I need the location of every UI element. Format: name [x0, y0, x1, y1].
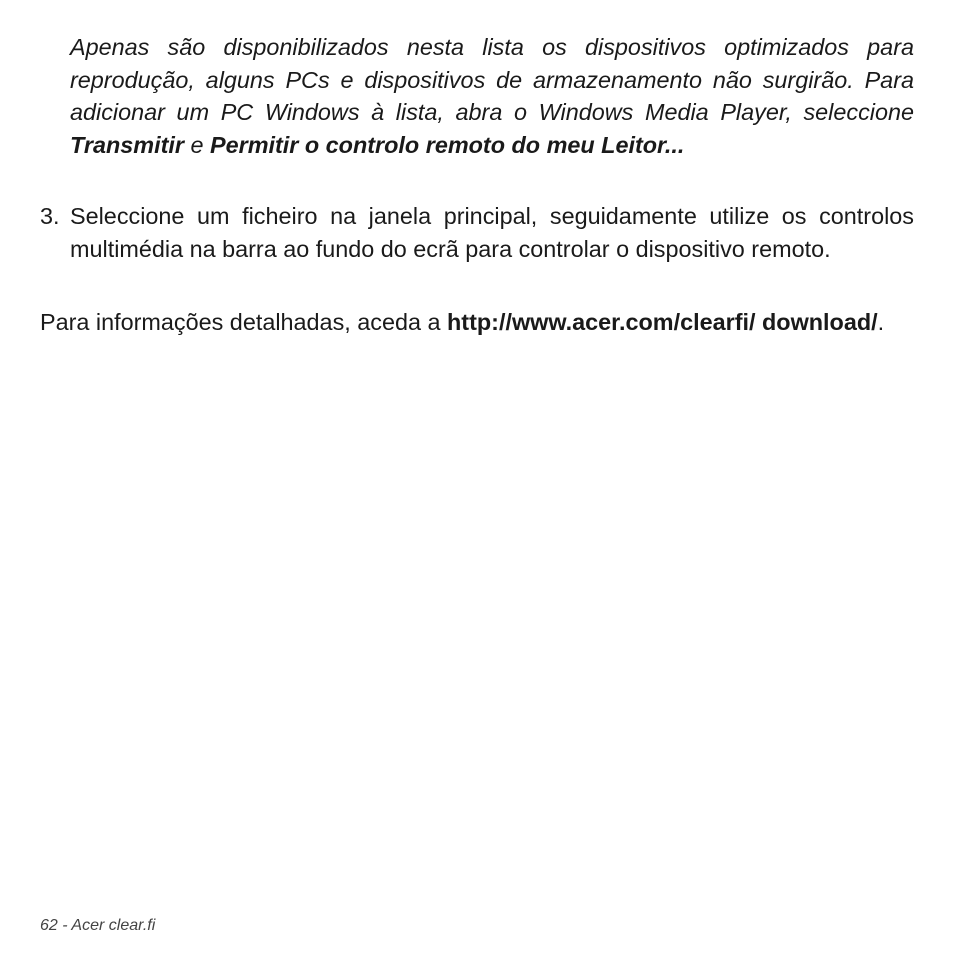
transmitir-label: Transmitir: [70, 131, 184, 158]
step-number: 3.: [40, 203, 60, 229]
info-end: .: [877, 309, 885, 335]
note-text-1: Apenas são disponibilizados nesta lista os dispositivos optimizados para reprodução, alguns PCs e dispositivos de armazenamento não surgirão. Para adicionar um PC Windows à lista, abra o Windows Media Player, seleccione: [70, 34, 914, 126]
download-link[interactable]: http://www.acer.com/clearfi/ download/: [447, 309, 878, 335]
note-paragraph: [70, 31, 914, 161]
permitir-controlo-label: Permitir o controlo remoto do meu Leitor...: [209, 131, 685, 158]
page-footer: 62 - Acer clear.fi: [40, 917, 156, 934]
step-3-item: [40, 200, 914, 265]
info-paragraph: [40, 306, 914, 339]
step-text: Seleccione um ficheiro na janela principal, seguidamente utilize os controlos multimédia na barra ao fundo do ecrã para controlar o dispositivo remoto.: [70, 203, 914, 262]
info-text: Para informações detalhadas, aceda a: [40, 309, 447, 335]
note-text-2: e: [183, 131, 210, 158]
